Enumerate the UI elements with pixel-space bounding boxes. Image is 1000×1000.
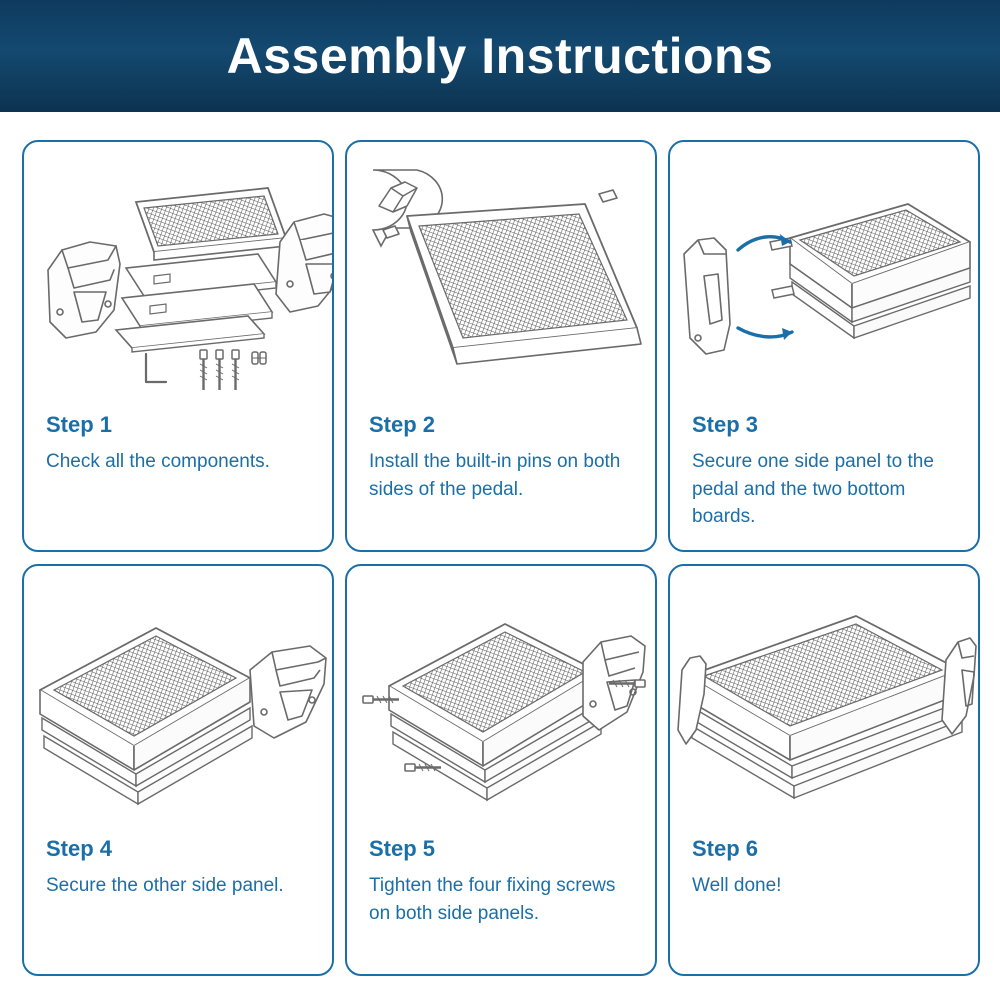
step-6-label: Step 6: [692, 836, 759, 861]
step-5-caption: [369, 838, 639, 927]
step-3-illustration: [670, 142, 978, 410]
step-1-label: Step 1: [46, 412, 113, 437]
step-2-caption: [369, 414, 639, 503]
page-header: [0, 0, 1000, 112]
step-1-caption: [46, 414, 316, 476]
step-card-2: [345, 140, 657, 552]
step-6-caption: [692, 838, 962, 900]
step-2-illustration: [347, 142, 655, 410]
step-card-3: [668, 140, 980, 552]
step-4-illustration: [24, 566, 332, 834]
step-3-label: Step 3: [692, 412, 759, 437]
step-2-text: Install the built-in pins on both sides of the pedal.: [369, 451, 621, 500]
step-4-label: Step 4: [46, 836, 113, 861]
step-card-1: [22, 140, 334, 552]
step-1-illustration: [24, 142, 332, 410]
step-5-label: Step 5: [369, 836, 436, 861]
step-4-caption: [46, 838, 316, 900]
step-4-text: Secure the other side panel.: [46, 875, 284, 896]
step-5-text: Tighten the four fixing screws on both side panels.: [369, 875, 616, 924]
page-title: Assembly Instructions: [226, 28, 774, 84]
step-2-label: Step 2: [369, 412, 436, 437]
step-card-6: [668, 564, 980, 976]
step-3-caption: [692, 414, 962, 531]
step-6-text: Well done!: [692, 875, 782, 896]
step-card-5: [345, 564, 657, 976]
step-card-4: [22, 564, 334, 976]
steps-grid: [22, 140, 980, 980]
step-6-illustration: [670, 566, 978, 834]
step-5-illustration: [347, 566, 655, 834]
step-1-text: Check all the components.: [46, 451, 270, 472]
step-3-text: Secure one side panel to the pedal and the two bottom boards.: [692, 451, 934, 528]
